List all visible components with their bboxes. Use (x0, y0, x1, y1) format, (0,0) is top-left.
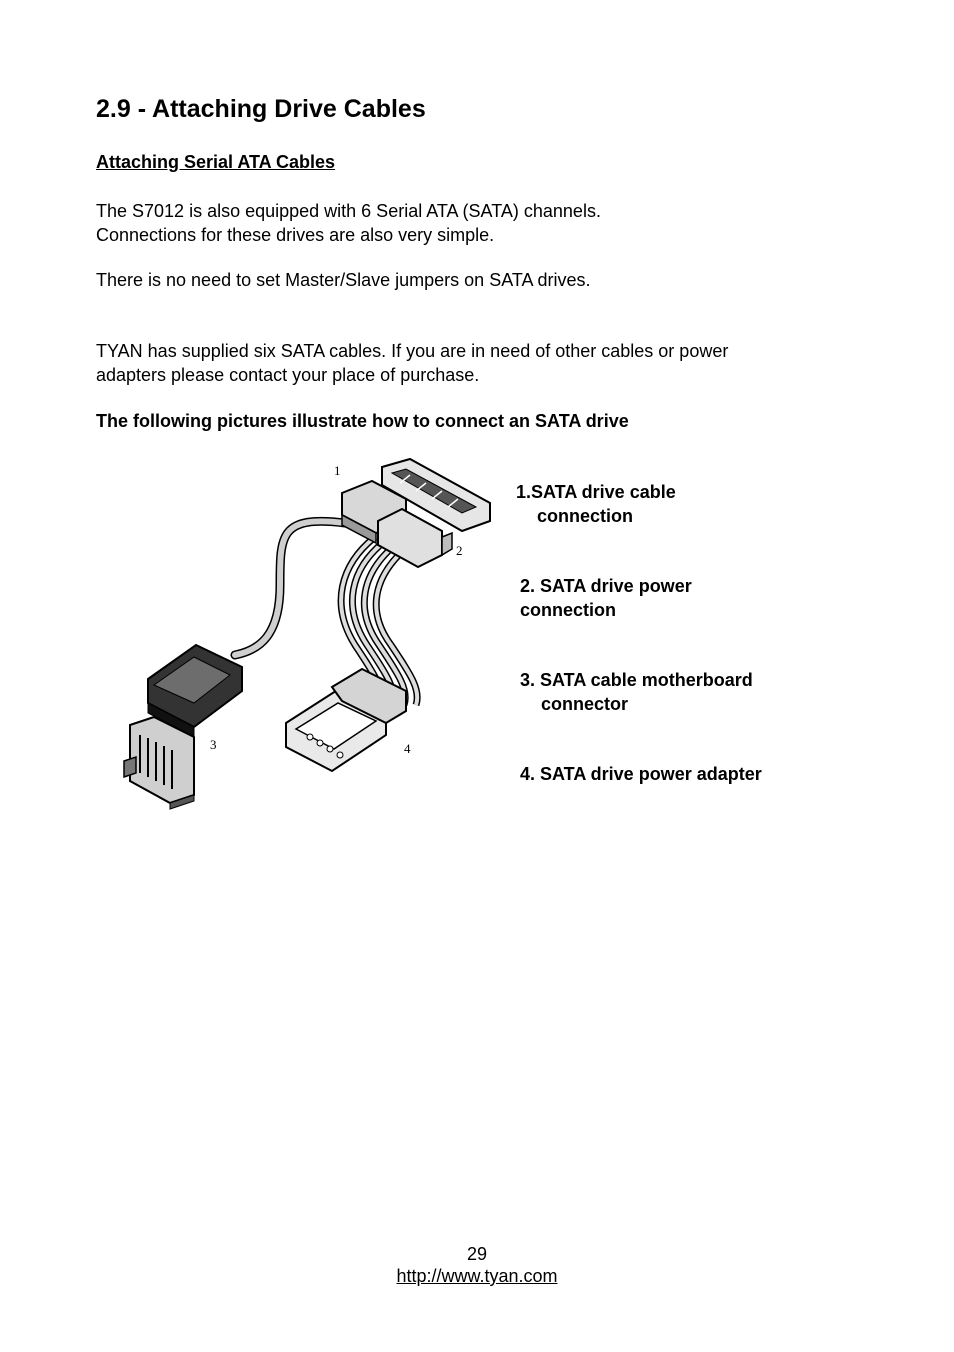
page-title: 2.9 - Attaching Drive Cables (96, 95, 426, 123)
page-footer (0, 1243, 954, 1287)
page-number: 29 (466, 1244, 488, 1264)
legend-item-1: 1.SATA drive cable connection (516, 482, 676, 526)
legend-item-3: 3. SATA cable motherboard connector (520, 670, 753, 714)
section-subtitle: Attaching Serial ATA Cables (96, 152, 336, 172)
footer-url-link[interactable]: http://www.tyan.com (396, 1266, 558, 1286)
paragraph-sata-channels: The S7012 is also equipped with 6 Serial ATA (SATA) channels. Connections for these drives are also very simple. (96, 201, 601, 245)
illustration-intro: The following pictures illustrate how to connect an SATA drive (96, 411, 629, 431)
callout-1: 1 (334, 463, 341, 478)
legend-item-2: 2. SATA drive power connection (520, 576, 692, 620)
callout-3: 3 (210, 737, 217, 752)
sata-cable-illustration (110, 455, 510, 815)
legend-item-4: 4. SATA drive power adapter (520, 764, 762, 784)
callout-4: 4 (404, 741, 411, 756)
paragraph-jumpers: There is no need to set Master/Slave jumpers on SATA drives. (96, 270, 591, 290)
paragraph-cables-supplied: TYAN has supplied six SATA cables. If you are in need of other cables or power adapters please contact your place of purchase. (96, 341, 729, 385)
callout-2: 2 (456, 543, 463, 558)
